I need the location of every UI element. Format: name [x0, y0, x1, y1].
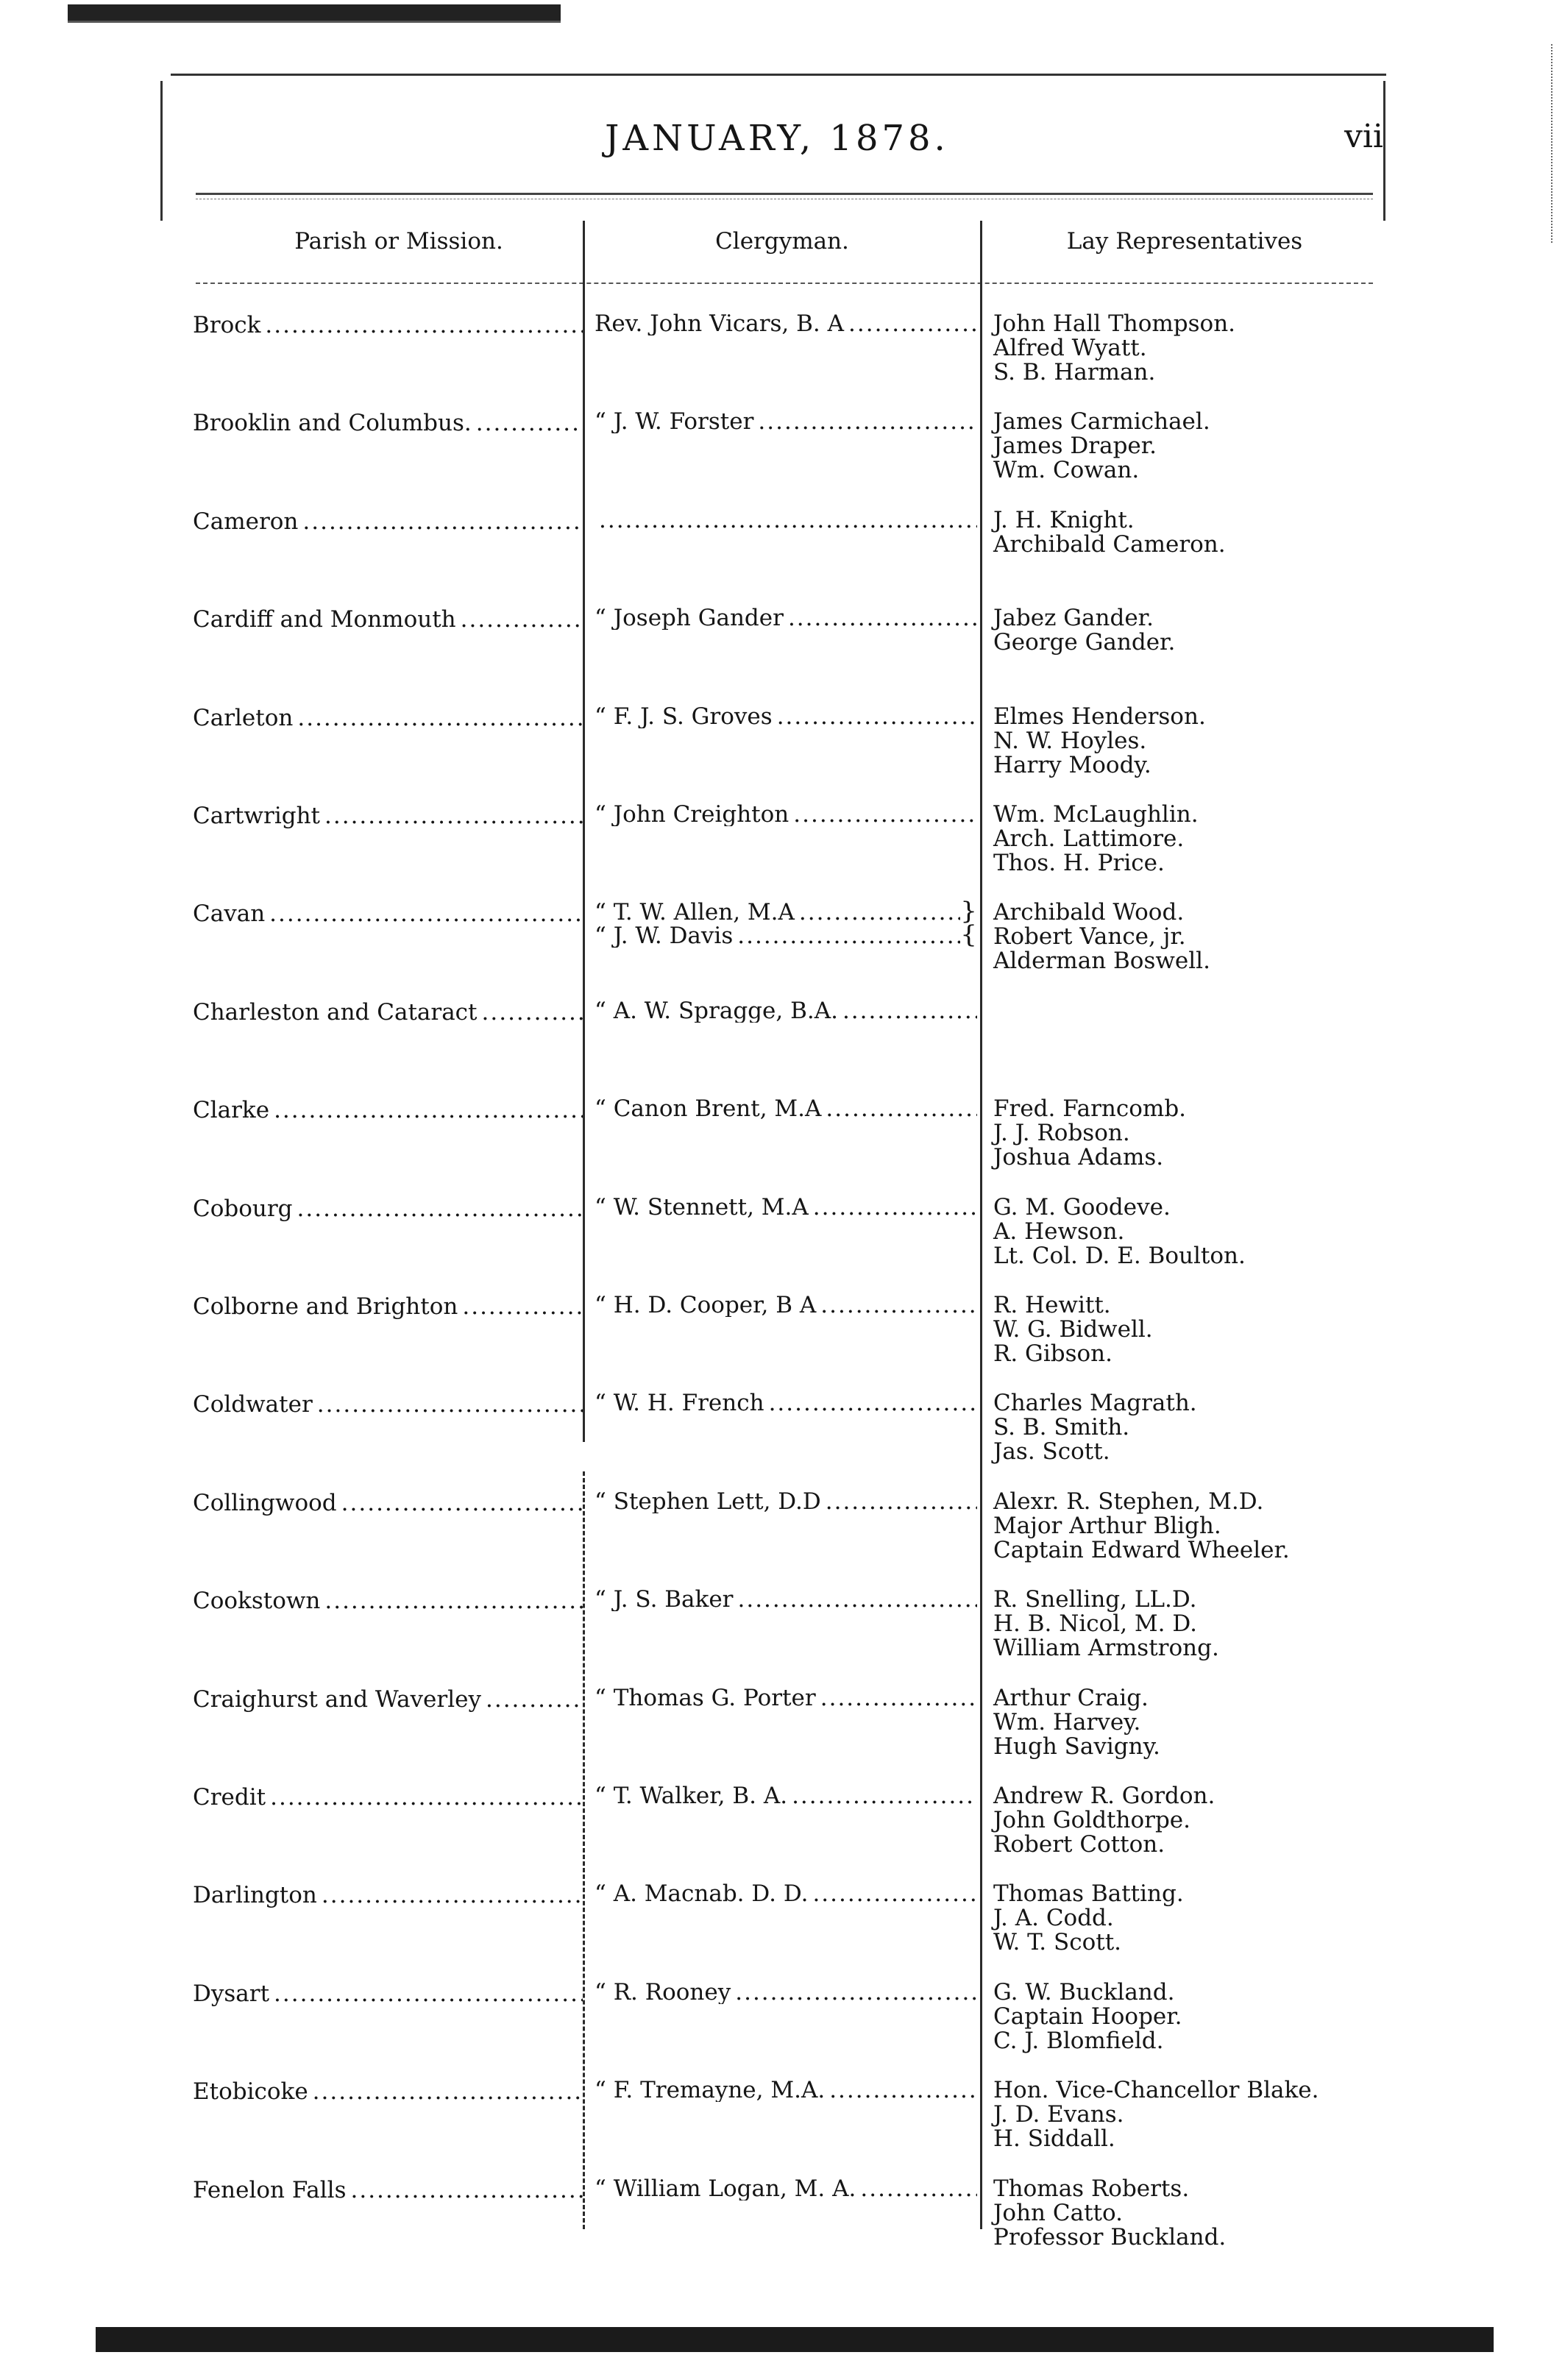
- parish-cell: [193, 1981, 583, 2007]
- lay-representative: Thomas Roberts.: [993, 2175, 1190, 2202]
- column-headings: [171, 221, 1385, 265]
- lay-representative: Wm. McLaughlin.: [993, 801, 1199, 828]
- parish-name: Cavan: [193, 901, 266, 927]
- lay-representatives-cell: [993, 1588, 1405, 1660]
- leader-dots: [297, 1196, 583, 1222]
- lay-representative: George Gander.: [993, 629, 1176, 656]
- parish-cell: [193, 1784, 583, 1811]
- lay-representative: G. W. Buckland.: [993, 1979, 1175, 2006]
- clergyman-cell: [595, 1293, 977, 1317]
- lay-representative: H. B. Nicol, M. D.: [993, 1610, 1197, 1637]
- parish-name: Cobourg: [193, 1196, 293, 1222]
- parish-name: Cardiff and Monmouth: [193, 606, 456, 633]
- clergyman-cell: [595, 1882, 977, 1905]
- leader-dots: [322, 1882, 583, 1908]
- clergyman-cell: [595, 2078, 977, 2102]
- clergyman-cell: [595, 312, 977, 335]
- table-row: [0, 410, 1565, 505]
- parish-cell: [193, 1490, 583, 1516]
- leader-dots: [351, 2177, 583, 2203]
- lay-representative: Captain Edward Wheeler.: [993, 1537, 1290, 1563]
- parish-name: Brooklin and Columbus.: [193, 410, 472, 436]
- lay-representative: Andrew R. Gordon.: [993, 1783, 1216, 1809]
- clergyman-cell: [595, 1686, 977, 1710]
- leader-dots: [317, 1391, 583, 1418]
- lay-representative: John Goldthorpe.: [993, 1807, 1191, 1833]
- table-row: [0, 1097, 1565, 1193]
- parish-cell: [193, 1391, 583, 1418]
- lay-representative: Captain Hooper.: [993, 2003, 1182, 2030]
- leader-dots: [462, 1293, 583, 1320]
- lay-representatives-cell: [993, 1097, 1405, 1170]
- leader-dots: [476, 410, 583, 436]
- lay-representatives-cell: [993, 606, 1405, 655]
- clergyman-name: “ T. W. Allen, M.A: [595, 901, 795, 926]
- lay-representative: R. Gibson.: [993, 1340, 1112, 1367]
- parish-cell: [193, 606, 583, 633]
- clergyman-name: “ J. W. Davis: [595, 923, 734, 948]
- clergyman-line: [595, 999, 977, 1023]
- leader-dots: [799, 901, 960, 924]
- clergyman-line: [595, 1784, 977, 1808]
- clergyman-name: “ J. W. Forster: [595, 410, 754, 433]
- clergyman-cell: [595, 1784, 977, 1808]
- lay-representative: Major Arthur Bligh.: [993, 1513, 1221, 1539]
- leader-dots: [599, 508, 977, 532]
- lay-representative: J. J. Robson.: [993, 1120, 1130, 1146]
- lay-representatives-cell: [993, 1391, 1405, 1464]
- table-row: [0, 999, 1565, 1095]
- leader-dots: [313, 2078, 583, 2105]
- lay-representative: C. J. Blomfield.: [993, 2028, 1164, 2054]
- leader-dots: [269, 901, 583, 927]
- lay-representative: Robert Cotton.: [993, 1831, 1165, 1858]
- lay-representatives-cell: [993, 901, 1405, 973]
- clergyman-name: “ H. D. Cooper, B A: [595, 1293, 817, 1317]
- parish-name: Colborne and Brighton: [193, 1293, 458, 1320]
- clergyman-cell: [595, 2177, 977, 2200]
- parish-name: Clarke: [193, 1097, 270, 1123]
- clergyman-line: [595, 410, 977, 433]
- parish-cell: [193, 410, 583, 436]
- table-row: [0, 1686, 1565, 1782]
- parish-cell: [193, 999, 583, 1026]
- leader-dots: [792, 1784, 977, 1808]
- parish-name: Collingwood: [193, 1490, 337, 1516]
- clergyman-name: “ T. Walker, B. A.: [595, 1784, 788, 1808]
- clergyman-line: [595, 803, 977, 826]
- leader-dots: [302, 508, 583, 535]
- lay-representative: G. M. Goodeve.: [993, 1194, 1171, 1221]
- table-row: [0, 803, 1565, 898]
- clergyman-line: [595, 508, 977, 532]
- lay-representative: Charles Magrath.: [993, 1390, 1197, 1416]
- table-row: [0, 705, 1565, 800]
- lay-representatives-cell: [993, 705, 1405, 778]
- lay-representative: Wm. Cowan.: [993, 457, 1140, 483]
- lay-representative: Arch. Lattimore.: [993, 825, 1185, 852]
- leader-dots: [274, 1097, 583, 1123]
- leader-dots: [812, 1882, 977, 1905]
- clergyman-cell: [595, 410, 977, 433]
- parish-name: Fenelon Falls: [193, 2177, 347, 2203]
- clergyman-line: [595, 2177, 977, 2200]
- clergyman-line: [595, 1490, 977, 1513]
- clergyman-name: “ A. Macnab. D. D.: [595, 1882, 809, 1905]
- lay-representative: Jas. Scott.: [993, 1438, 1110, 1465]
- clergyman-name: “ F. Tremayne, M.A.: [595, 2078, 826, 2102]
- parish-cell: [193, 2177, 583, 2203]
- scan-edge-right: [1551, 44, 1555, 243]
- lay-representative: Hugh Savigny.: [993, 1733, 1160, 1760]
- leader-dots: [793, 803, 977, 826]
- column-heading-lay: Lay Representatives: [1066, 228, 1303, 255]
- lay-representative: Hon. Vice-Chancellor Blake.: [993, 2077, 1319, 2103]
- leader-dots: [813, 1196, 977, 1219]
- parish-cell: [193, 1588, 583, 1614]
- leader-dots: [758, 410, 977, 433]
- lay-representative: Thos. H. Price.: [993, 850, 1165, 876]
- lay-representative: N. W. Hoyles.: [993, 728, 1147, 754]
- lay-representative: Alderman Boswell.: [993, 948, 1210, 974]
- clergyman-name: “ F. J. S. Groves: [595, 705, 773, 728]
- clergyman-name: “ Stephen Lett, D.D: [595, 1490, 821, 1513]
- leader-dots: [826, 1097, 977, 1120]
- leader-dots: [826, 1490, 977, 1513]
- lay-representative: Fred. Farncomb.: [993, 1095, 1187, 1122]
- running-title: JANUARY, 1878.: [605, 118, 949, 159]
- clergyman-line: [595, 1882, 977, 1905]
- clergyman-name: “ W. H. French: [595, 1391, 764, 1415]
- clergyman-cell: [595, 1391, 977, 1415]
- leader-dots: [820, 1686, 977, 1710]
- clergyman-name: “ William Logan, M. A.: [595, 2177, 856, 2200]
- lay-representative: James Draper.: [993, 433, 1157, 459]
- lay-representative: William Armstrong.: [993, 1635, 1219, 1661]
- lay-representative: S. B. Harman.: [993, 359, 1156, 386]
- lay-representatives-cell: [993, 1686, 1405, 1759]
- parish-cell: [193, 2078, 583, 2105]
- column-heading-parish: Parish or Mission.: [294, 228, 503, 255]
- clergyman-cell: [595, 901, 977, 948]
- clergyman-cell: [595, 606, 977, 630]
- brace-mark: }: [960, 901, 977, 926]
- parish-cell: [193, 705, 583, 731]
- lay-representatives-cell: [993, 410, 1405, 483]
- table-row: [0, 2177, 1565, 2273]
- parish-cell: [193, 1097, 583, 1123]
- parish-name: Cookstown: [193, 1588, 321, 1614]
- leader-dots: [324, 803, 583, 829]
- leader-dots: [735, 1981, 977, 2004]
- clergyman-line: [595, 1686, 977, 1710]
- header-rule: [196, 193, 1373, 195]
- lay-representative: R. Hewitt.: [993, 1292, 1111, 1318]
- lay-representative: R. Snelling, LL.D.: [993, 1586, 1197, 1613]
- lay-representatives-cell: [993, 1981, 1405, 2053]
- leader-dots: [461, 606, 583, 633]
- page-header: [171, 110, 1383, 177]
- clergyman-cell: [595, 705, 977, 728]
- lay-representatives-cell: [993, 1293, 1405, 1366]
- parish-cell: [193, 803, 583, 829]
- page-frame-top: [171, 74, 1386, 76]
- clergyman-line: [595, 606, 977, 630]
- parish-name: Darlington: [193, 1882, 317, 1908]
- parish-cell: [193, 901, 583, 927]
- leader-dots: [341, 1490, 583, 1516]
- table-row: [0, 508, 1565, 604]
- table-row: [0, 1784, 1565, 1880]
- clergyman-cell: [595, 1196, 977, 1219]
- clergyman-name: “ R. Rooney: [595, 1981, 731, 2004]
- parish-cell: [193, 1196, 583, 1222]
- clergyman-line: [595, 1588, 977, 1611]
- clergyman-line: [595, 1293, 977, 1317]
- leader-dots: [737, 1588, 977, 1611]
- clergyman-line: [595, 2078, 977, 2102]
- lay-representative: Arthur Craig.: [993, 1685, 1149, 1711]
- leader-dots: [274, 1981, 583, 2007]
- lay-representatives-cell: [993, 803, 1405, 875]
- leader-dots: [820, 1293, 977, 1317]
- lay-representative: S. B. Smith.: [993, 1414, 1130, 1441]
- leader-dots: [788, 606, 977, 630]
- clergyman-line: [595, 1196, 977, 1219]
- scan-edge-bottom: [96, 2327, 1494, 2352]
- parish-name: Brock: [193, 312, 261, 338]
- leader-dots: [486, 1686, 583, 1713]
- table-row: [0, 1981, 1565, 2076]
- lay-representative: Professor Buckland.: [993, 2224, 1227, 2251]
- clergyman-cell: [595, 508, 977, 532]
- lay-representatives-cell: [993, 508, 1405, 557]
- leader-dots: [860, 2177, 977, 2200]
- lay-representative: John Catto.: [993, 2200, 1123, 2226]
- lay-representative: Joshua Adams.: [993, 1144, 1164, 1171]
- lay-representatives-cell: [993, 1196, 1405, 1268]
- parish-name: Carleton: [193, 705, 294, 731]
- clergyman-line: [595, 901, 977, 924]
- lay-representatives-cell: [993, 1882, 1405, 1955]
- parish-cell: [193, 1686, 583, 1713]
- leader-dots: [769, 1391, 977, 1415]
- lay-representative: W. G. Bidwell.: [993, 1316, 1153, 1343]
- lay-representative: J. D. Evans.: [993, 2101, 1124, 2128]
- lay-representative: James Carmichael.: [993, 408, 1210, 435]
- clergyman-name: “ Joseph Gander: [595, 606, 784, 630]
- lay-representative: Archibald Wood.: [993, 899, 1185, 926]
- clergyman-cell: [595, 1097, 977, 1120]
- clergyman-cell: [595, 1981, 977, 2004]
- clergyman-line: [595, 1981, 977, 2004]
- table-row: [0, 1293, 1565, 1389]
- parish-name: Cartwright: [193, 803, 321, 829]
- clergyman-name: “ Canon Brent, M.A: [595, 1097, 822, 1120]
- page-frame-right: [1383, 81, 1385, 221]
- leader-dots: [829, 2078, 977, 2102]
- parish-name: Cameron: [193, 508, 299, 535]
- table-row: [0, 901, 1565, 996]
- lay-representative: Robert Vance, jr.: [993, 923, 1186, 950]
- page-number: vii: [1344, 118, 1383, 155]
- clergyman-line: [595, 1097, 977, 1120]
- leader-dots: [324, 1588, 583, 1614]
- lay-representatives-cell: [993, 2177, 1405, 2250]
- clergyman-cell: [595, 999, 977, 1023]
- lay-representatives-cell: [993, 312, 1405, 385]
- clergyman-cell: [595, 803, 977, 826]
- lay-representatives-cell: [993, 2078, 1405, 2151]
- lay-representative: Alfred Wyatt.: [993, 335, 1147, 361]
- table-row: [0, 606, 1565, 702]
- lay-representative: Harry Moody.: [993, 752, 1151, 778]
- lay-representative: Elmes Henderson.: [993, 703, 1206, 730]
- table-row: [0, 1882, 1565, 1978]
- clergyman-name: “ John Creighton: [595, 803, 789, 826]
- parish-cell: [193, 1882, 583, 1908]
- parish-cell: [193, 1293, 583, 1320]
- lay-representative: W. T. Scott.: [993, 1929, 1122, 1955]
- lay-representative: Archibald Cameron.: [993, 531, 1226, 558]
- clergyman-cell: [595, 1588, 977, 1611]
- leader-dots: [848, 312, 977, 335]
- table-row: [0, 312, 1565, 408]
- lay-representative: Alexr. R. Stephen, M.D.: [993, 1488, 1264, 1515]
- lay-representative: John Hall Thompson.: [993, 310, 1236, 337]
- column-heading-clergyman: Clergyman.: [715, 228, 849, 255]
- parish-name: Coldwater: [193, 1391, 313, 1418]
- parish-name: Credit: [193, 1784, 266, 1811]
- table-row: [0, 1490, 1565, 1585]
- parish-cell: [193, 312, 583, 338]
- column-heading-rule: [196, 283, 1373, 284]
- clergyman-line: [595, 705, 977, 728]
- clergyman-cell: [595, 1490, 977, 1513]
- parish-name: Dysart: [193, 1981, 270, 2007]
- leader-dots: [777, 705, 977, 728]
- parish-name: Craighurst and Waverley: [193, 1686, 481, 1713]
- table-row: [0, 1391, 1565, 1487]
- clergyman-name: “ A. W. Spragge, B.A.: [595, 999, 838, 1023]
- clergyman-name: “ Thomas G. Porter: [595, 1686, 816, 1710]
- leader-dots: [270, 1784, 583, 1811]
- lay-representative: Thomas Batting.: [993, 1880, 1184, 1907]
- lay-representative: Jabez Gander.: [993, 605, 1154, 631]
- page-frame-left: [160, 81, 163, 221]
- table-row: [0, 1196, 1565, 1291]
- leader-dots: [265, 312, 583, 338]
- table-row: [0, 1588, 1565, 1683]
- lay-representative: Lt. Col. D. E. Boulton.: [993, 1243, 1246, 1269]
- clergyman-line: [595, 921, 977, 948]
- parish-name: Charleston and Cataract: [193, 999, 478, 1026]
- lay-representative: H. Siddall.: [993, 2125, 1115, 2152]
- scan-edge-top: [68, 4, 561, 21]
- lay-representative: J. H. Knight.: [993, 507, 1135, 533]
- lay-representatives-cell: [993, 1490, 1405, 1563]
- clergyman-name: Rev. John Vicars, B. A: [595, 312, 845, 335]
- lay-representatives-cell: [993, 1784, 1405, 1857]
- leader-dots: [297, 705, 583, 731]
- scan-edge-top-line: [68, 21, 561, 23]
- brace-mark: {: [960, 921, 977, 948]
- leader-dots: [482, 999, 583, 1026]
- clergyman-line: [595, 312, 977, 335]
- table-row: [0, 2078, 1565, 2174]
- leader-dots: [737, 924, 960, 948]
- lay-representative: Wm. Harvey.: [993, 1709, 1141, 1736]
- lay-representative: A. Hewson.: [993, 1218, 1125, 1245]
- lay-representative: J. A. Codd.: [993, 1905, 1114, 1931]
- parish-name: Etobicoke: [193, 2078, 308, 2105]
- parish-cell: [193, 508, 583, 535]
- clergyman-name: “ J. S. Baker: [595, 1588, 734, 1611]
- clergyman-name: “ W. Stennett, M.A: [595, 1196, 809, 1219]
- clergyman-line: [595, 1391, 977, 1415]
- leader-dots: [842, 999, 977, 1023]
